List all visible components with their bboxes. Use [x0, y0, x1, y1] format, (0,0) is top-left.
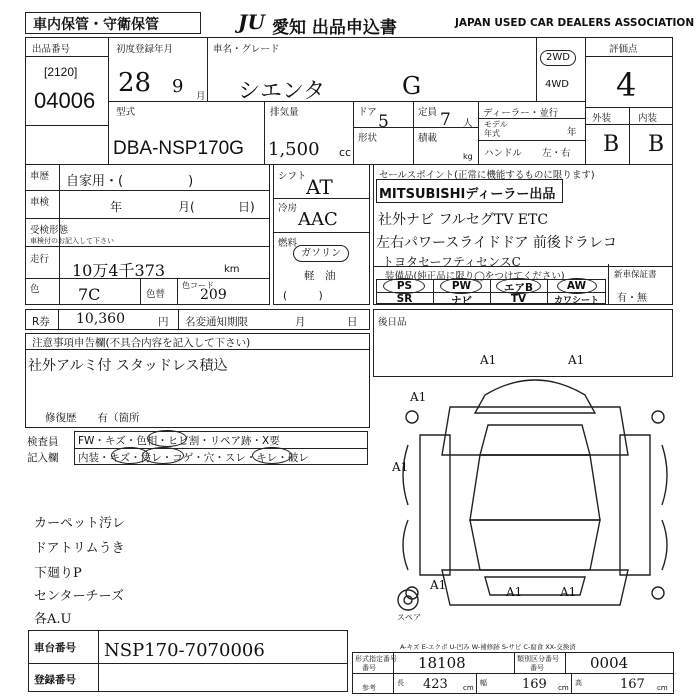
ref-label: 参考	[362, 684, 376, 692]
sales-line-2: 左右パワースライドドア 前後ドラレコ	[376, 235, 617, 251]
new-warranty-label: 新車保証書	[614, 270, 657, 280]
handle-opt: 左・右	[542, 148, 571, 159]
reg-month-unit: 月	[196, 91, 206, 102]
inspector-row-2-item: ・キズ	[99, 452, 131, 464]
inspection-month: 月(	[178, 200, 195, 214]
class-value: 0004	[590, 654, 629, 672]
load-label: 積載	[418, 133, 438, 144]
doors-value: 5	[378, 112, 389, 132]
inspector-row-1-item: ・キズ	[94, 435, 126, 447]
new-warranty-value: 有・無	[617, 293, 647, 304]
inspector-row-2-item: 内装	[78, 452, 99, 464]
fuel-paren: ( )	[283, 290, 323, 302]
inspector-row-1-item: ・リペア跡	[199, 435, 252, 447]
mark-a1-5: A1	[430, 578, 447, 592]
capacity-unit: 人	[463, 118, 473, 129]
capacity-label: 定員	[418, 107, 438, 118]
recycle-value: 10,360	[76, 311, 125, 327]
score-int-label: 内装	[638, 113, 658, 124]
mark-a1-1: A1	[480, 353, 497, 367]
fuel-diesel: 軽 油	[304, 270, 336, 282]
inspector-row-1-item: ・X要	[251, 435, 280, 447]
inspector-row-2-item: ・破レ	[277, 452, 309, 464]
insp-circle-4	[252, 447, 292, 464]
score-ext-label: 外装	[592, 113, 612, 124]
equip-pw: PW	[451, 280, 472, 292]
width-label: 幅	[480, 679, 487, 687]
lot-number: 04006	[34, 88, 96, 113]
equip-ps: PS	[396, 280, 413, 292]
load-unit: kg	[463, 152, 473, 161]
shift-value: AT	[306, 175, 333, 199]
drive-2wd: 2WD	[540, 50, 576, 66]
equipment-label: 装備品(純正品に限り◯をつけてください)	[385, 271, 565, 282]
height-value: 167	[620, 677, 645, 692]
form-label: 形式指定番号	[355, 655, 397, 663]
drive-4wd: 4WD	[545, 79, 569, 90]
insp-circle-1	[147, 430, 187, 447]
car-grade: G	[402, 72, 422, 100]
class-label-2: 番号	[530, 664, 544, 672]
mark-a1-2: A1	[568, 353, 585, 367]
lot-label: 出品番号	[32, 44, 71, 55]
org-en: JAPAN USED CAR DEALERS ASSOCIATION	[455, 17, 695, 29]
sales-line-1: 社外ナビ フルセグTV ETC	[378, 212, 549, 228]
score-ext: B	[603, 132, 620, 157]
ac-value: AAC	[298, 209, 338, 230]
height-label: 高	[575, 679, 582, 687]
mileage-value: 10万4千373	[72, 261, 166, 280]
equip-ps-circle	[383, 278, 425, 294]
color-code: 209	[200, 287, 227, 303]
displacement-value: 1,500	[268, 139, 320, 160]
equip-tv: TV	[510, 293, 527, 305]
displacement-label: 排気量	[270, 107, 299, 118]
inspector-row-1-item: ・色相	[125, 435, 158, 447]
len-label: 長	[397, 679, 404, 687]
equip-aw: AW	[566, 280, 587, 292]
mark-a1-3: A1	[410, 390, 427, 404]
width-unit: cm	[558, 684, 569, 692]
len-unit: cm	[463, 684, 474, 692]
model-label: 型式	[116, 107, 136, 118]
usage-value: 自家用・( )	[66, 174, 194, 189]
inspector-row-2-item: ・コゲ	[161, 452, 194, 464]
org-title: 愛知 出品申込書	[272, 18, 397, 38]
insp-circle-3	[142, 447, 184, 464]
inspector-label-2: 記入欄	[27, 452, 59, 464]
usage-label: 車歴	[30, 171, 50, 182]
ju-logo: JU	[238, 10, 265, 34]
memo-label: 後日品	[378, 317, 407, 328]
mileage-label: 走行	[30, 254, 50, 265]
inspector-row-2-item: ・汚レ	[130, 452, 162, 464]
class-label: 類別区分番号	[517, 655, 559, 663]
inspector-row-2-item: ・キレ	[245, 452, 278, 464]
storage-label: 車内保管・守衛保管	[33, 17, 159, 33]
inspector-row-2-item: ・穴	[193, 452, 215, 464]
model-value: DBA-NSP170G	[113, 138, 244, 159]
handle-label: ハンドル	[484, 148, 523, 159]
name-change-day: 日	[347, 316, 358, 328]
handnote-5: 各A.U	[34, 612, 72, 627]
doors-label: ドア	[358, 107, 377, 118]
equip-aw-circle	[557, 278, 597, 294]
equip-seat: カワシート	[553, 296, 599, 306]
name-change-month: 月	[295, 316, 306, 328]
inspector-row-1-item: ・ヒビ割	[157, 435, 200, 447]
sales-label: セールスポイント(正常に機能するものに限ります)	[379, 170, 595, 181]
equip-sr: SR	[396, 293, 413, 305]
equip-pw-circle	[440, 278, 482, 294]
equip-airbag-circle	[496, 278, 541, 294]
inspection-label: 車検	[30, 197, 50, 208]
accepted-label: 受検形態	[30, 225, 69, 236]
score-value: 4	[616, 66, 637, 104]
fuel-label: 燃料	[278, 238, 298, 249]
score-label: 評価点	[609, 44, 638, 55]
name-label: 車名・グレード	[213, 44, 280, 55]
lot-code: [2120]	[44, 65, 78, 79]
color-change: 色替	[146, 289, 166, 300]
recycle-label: R券	[32, 316, 50, 328]
height-unit: cm	[657, 684, 668, 692]
form-value: 18108	[418, 654, 466, 672]
mark-a1-7: A1	[560, 585, 577, 599]
car-name: シエンタ	[238, 79, 326, 104]
mark-a1-4: A1	[392, 460, 409, 474]
fuel-gasoline: ガソリン	[293, 245, 349, 262]
capacity-value: 7	[440, 110, 451, 130]
inspection-year: 年	[110, 200, 123, 214]
handnote-2: ドアトリムうき	[34, 541, 125, 556]
equip-navi: ナビ	[451, 295, 472, 307]
ac-label: 冷房	[278, 203, 298, 214]
mileage-unit: km	[224, 264, 240, 275]
inspection-day: 日)	[238, 200, 255, 214]
chassis-label: 車台番号	[34, 642, 76, 654]
color-value: 7C	[78, 285, 101, 304]
inspector-row-2-item: ・スレ	[214, 452, 246, 464]
score-int: B	[648, 132, 665, 157]
width-value: 169	[522, 677, 547, 692]
handnote-1: カーペット汚レ	[34, 516, 126, 531]
recycle-unit: 円	[158, 316, 169, 328]
accepted-note: 車検付のお記入して下さい	[30, 237, 114, 245]
displacement-unit: cc	[339, 146, 352, 159]
form-label-2: 番号	[362, 664, 376, 672]
sales-banner: MITSUBISHIディーラー出品	[379, 187, 556, 202]
spare-label: スペア	[397, 613, 421, 622]
shift-label: シフト	[278, 171, 307, 182]
notes-label: 注意事項申告欄(不具合内容を記入して下さい)	[32, 337, 251, 349]
regnum-label: 登録番号	[34, 674, 76, 686]
shape-label: 形状	[358, 133, 378, 144]
handnote-3: 下廻りP	[34, 566, 82, 581]
dealer-label: ディーラー・並行	[483, 108, 559, 119]
dealer-model-year: モデル 年式	[484, 120, 508, 138]
notes-text: 社外アルミ付 スタッドレス積込	[28, 358, 228, 374]
mark-a1-6: A1	[506, 585, 523, 599]
color-code-label: 色コード	[182, 281, 214, 290]
diagram-legend: A-キズ E-エクボ U-凹み W-補修跡 S-サビ C-腐食 XX-交換済	[400, 643, 576, 651]
equip-airbag: エアB	[503, 282, 533, 294]
handnote-4: センターチーズ	[34, 589, 124, 604]
reg-month: 9	[172, 76, 184, 97]
name-change-label: 名変通知期限	[185, 316, 248, 328]
color-label: 色	[30, 284, 40, 295]
notes-repair: 修復歴 有（箇所	[45, 412, 140, 424]
reg-label: 初度登録年月	[116, 44, 174, 55]
len-value: 423	[423, 677, 448, 692]
dealer-year: 年	[567, 127, 577, 138]
inspector-row-1-item: FW	[78, 435, 95, 447]
chassis-value: NSP170-7070006	[104, 640, 265, 661]
inspector-label-1: 検査員	[27, 436, 59, 448]
sales-line-3: トヨタセーフティセンスC	[382, 255, 521, 269]
reg-year: 28	[118, 68, 152, 98]
